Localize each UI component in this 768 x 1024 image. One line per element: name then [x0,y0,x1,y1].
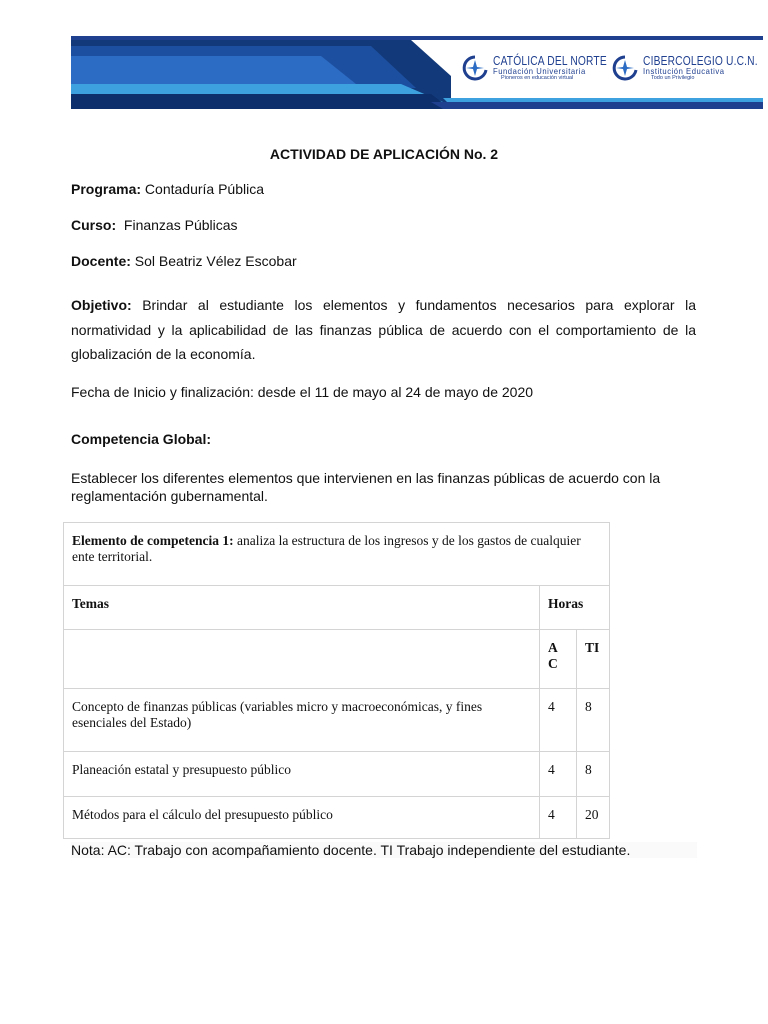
curso-label: Curso: [71,217,117,233]
catolica-del-norte-logo [461,54,632,82]
tema-cell: Concepto de finanzas públicas (variables micro y macroeconómicas, y fines esenciales del Estado) [64,689,540,752]
horas-header: Horas [540,586,610,630]
logo2-sub: Institución Educativa [643,66,725,77]
logo1-name: CATÓLICA DEL NORTE [493,53,607,68]
temas-header: Temas [64,586,540,630]
logo1-tagline: Pioneros en educación virtual [501,74,574,81]
ac-cell: 4 [540,797,577,839]
fecha-line: Fecha de Inicio y finalización: desde el 11 de mayo al 24 de mayo de 2020 [71,384,534,400]
document-title: ACTIVIDAD DE APLICACIÓN No. 2 [269,146,499,162]
curso-value: Finanzas Públicas [116,217,238,233]
subheader-empty-cell [64,630,540,689]
curso-line [71,217,238,233]
docente-label: Docente: [71,253,131,269]
competencia-table [63,522,610,839]
objetivo-label: Objetivo: [71,297,132,313]
objetivo-text: Brindar al estudiante los elementos y fundamentos necesarios para explorar la normatividad y la aplicabilidad de las finanzas pública de acuerdo con el comportamiento de la globalización de la economía. [71,297,696,362]
header-banner [71,36,763,109]
logo1-sub: Fundación Universitaria [493,66,586,77]
table-note: Nota: AC: Trabajo con acompañamiento docente. TI Trabajo independiente del estudiante. [71,842,697,858]
docente-value: Sol Beatriz Vélez Escobar [130,253,297,269]
cibercolegio-logo [611,54,763,82]
tema-cell: Planeación estatal y presupuesto público [64,752,540,797]
elemento-cell [64,523,610,586]
table-row [64,797,610,839]
subheader-row [64,630,610,689]
table-row [64,752,610,797]
competencia-line [71,431,211,447]
ti-cell: 8 [577,752,610,797]
objetivo-paragraph [71,293,696,367]
ti-cell: 20 [577,797,610,839]
table-row [64,689,610,752]
logo2-tagline: Todo un Privilegio [651,74,695,81]
competencia-text: Establecer los diferentes elementos que intervienen en las finanzas públicas de acuerdo con la reglamentación gubernamental. [71,470,661,504]
competencia-label: Competencia Global: [71,431,212,447]
programa-line [71,181,264,197]
compass-star-icon [461,54,489,82]
programa-value: Contaduría Pública [141,181,264,197]
ti-header: TI [577,630,610,689]
compass-star-icon [611,54,639,82]
programa-label: Programa: [71,181,142,197]
ac-cell: 4 [540,752,577,797]
elemento-row [64,523,610,586]
tema-cell: Métodos para el cálculo del presupuesto público [64,797,540,839]
header-row [64,586,610,630]
ac-header: A C [540,630,577,689]
elemento-label: Elemento de competencia 1: [72,533,234,548]
elemento-text: analiza la estructura de los ingresos y de los gastos de cualquier ente territorial. [72,533,581,564]
docente-line [71,253,297,269]
ac-cell: 4 [540,689,577,752]
logo2-name: CIBERCOLEGIO U.C.N. [643,53,758,68]
ti-cell: 8 [577,689,610,752]
